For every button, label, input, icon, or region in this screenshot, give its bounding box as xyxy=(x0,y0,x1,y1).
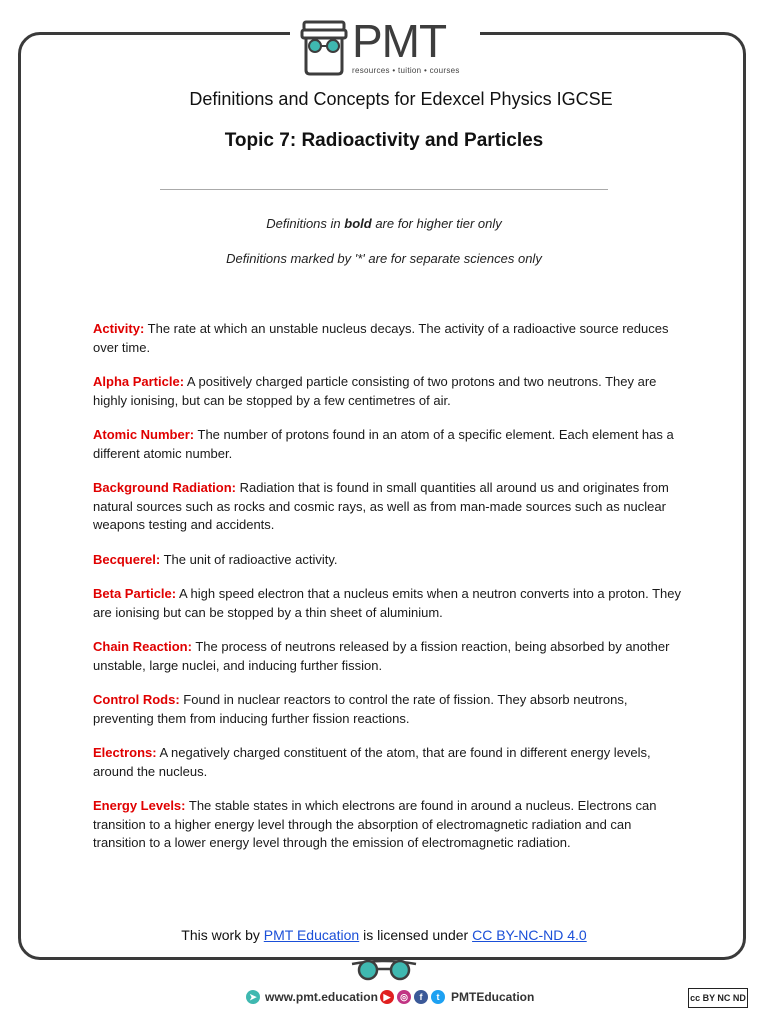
definition-text: The stable states in which electrons are found in around a nucleus. Electrons can transition to a higher energy level through the absorption of electromagnetic radiation and can transition to a lower energy level through the emission of electromagnetic radiation. xyxy=(93,798,657,850)
definition-item xyxy=(93,551,683,570)
website-footer xyxy=(246,990,378,1004)
separate-sciences-note: Definitions marked by '*' are for separate sciences only xyxy=(226,251,542,266)
logo-tagline: resources • tuition • courses xyxy=(352,66,460,75)
definition-text: Found in nuclear reactors to control the rate of fission. They absorb neutrons, preventing them from inducing further fission reactions. xyxy=(93,692,628,726)
definition-text: The process of neutrons released by a fission reaction, being absorbed by another unstable, large nuclei, and inducing further fission. xyxy=(93,639,670,673)
pmt-education-link[interactable]: PMT Education xyxy=(263,927,360,943)
definition-item xyxy=(93,691,683,728)
website-link[interactable]: www.pmt.education xyxy=(265,990,378,1004)
definition-item xyxy=(93,744,683,781)
definition-term: Background Radiation: xyxy=(93,480,237,495)
logo-wordmark: PMT xyxy=(352,15,447,67)
cc-license-link[interactable]: CC BY-NC-ND 4.0 xyxy=(472,927,587,943)
license-line: This work by PMT Education is licensed under CC BY-NC-ND 4.0 xyxy=(181,927,587,943)
glasses-icon xyxy=(350,956,418,982)
bold-word: bold xyxy=(344,216,372,231)
definition-term: Activity: xyxy=(93,321,145,336)
definition-text: A high speed electron that a nucleus emits when a neutron converts into a proton. They are ionising but can be stopped by a thin sheet of aluminium. xyxy=(93,586,682,620)
definition-term: Control Rods: xyxy=(93,692,180,707)
twitter-icon[interactable]: t xyxy=(431,990,445,1004)
definition-text: The unit of radioactive activity. xyxy=(160,551,338,567)
definition-text: The number of protons found in an atom of a specific element. Each element has a different atomic number. xyxy=(93,427,674,461)
facebook-icon[interactable]: f xyxy=(414,990,428,1004)
social-handle: PMTEducation xyxy=(451,990,535,1004)
instagram-icon[interactable]: ◎ xyxy=(397,990,411,1004)
cursor-icon: ➤ xyxy=(246,990,260,1004)
definition-term: Atomic Number: xyxy=(93,427,195,442)
definition-text: The rate at which an unstable nucleus decays. The activity of a radioactive source reduces over time. xyxy=(93,321,669,355)
definition-item xyxy=(93,797,683,853)
definition-text: Radiation that is found in small quantities all around us and originates from natural sources such as rocks and cosmic rays, as well as from man-made sources such as nuclear weapons testing and accidents. xyxy=(93,480,669,532)
divider xyxy=(160,189,608,190)
definition-text: A negatively charged constituent of the atom, that are found in different energy levels, around the nucleus. xyxy=(93,745,651,779)
higher-tier-note: Definitions in bold are for higher tier only xyxy=(266,216,502,231)
definition-item xyxy=(93,373,683,410)
definition-item xyxy=(93,479,683,535)
social-footer xyxy=(380,990,534,1004)
definition-term: Energy Levels: xyxy=(93,798,186,813)
youtube-icon[interactable]: ▶ xyxy=(380,990,394,1004)
cc-license-badge[interactable]: cc BY NC ND xyxy=(688,988,748,1008)
definition-term: Alpha Particle: xyxy=(93,374,185,389)
definition-term: Chain Reaction: xyxy=(93,639,192,654)
definition-item xyxy=(93,426,683,463)
definition-text: A positively charged particle consisting of two protons and two neutrons. They are highly ionising, but can be stopped by a few centimetres of air. xyxy=(93,374,657,408)
definition-item xyxy=(93,585,683,622)
definition-term: Electrons: xyxy=(93,745,157,760)
definition-item xyxy=(93,320,683,357)
definition-item xyxy=(93,638,683,675)
definitions-list xyxy=(93,320,683,869)
document-title: Definitions and Concepts for Edexcel Physics IGCSE xyxy=(189,89,613,109)
definition-term: Becquerel: xyxy=(93,551,161,567)
topic-title: Topic 7: Radioactivity and Particles xyxy=(224,130,544,151)
definition-term: Beta Particle: xyxy=(93,586,177,601)
